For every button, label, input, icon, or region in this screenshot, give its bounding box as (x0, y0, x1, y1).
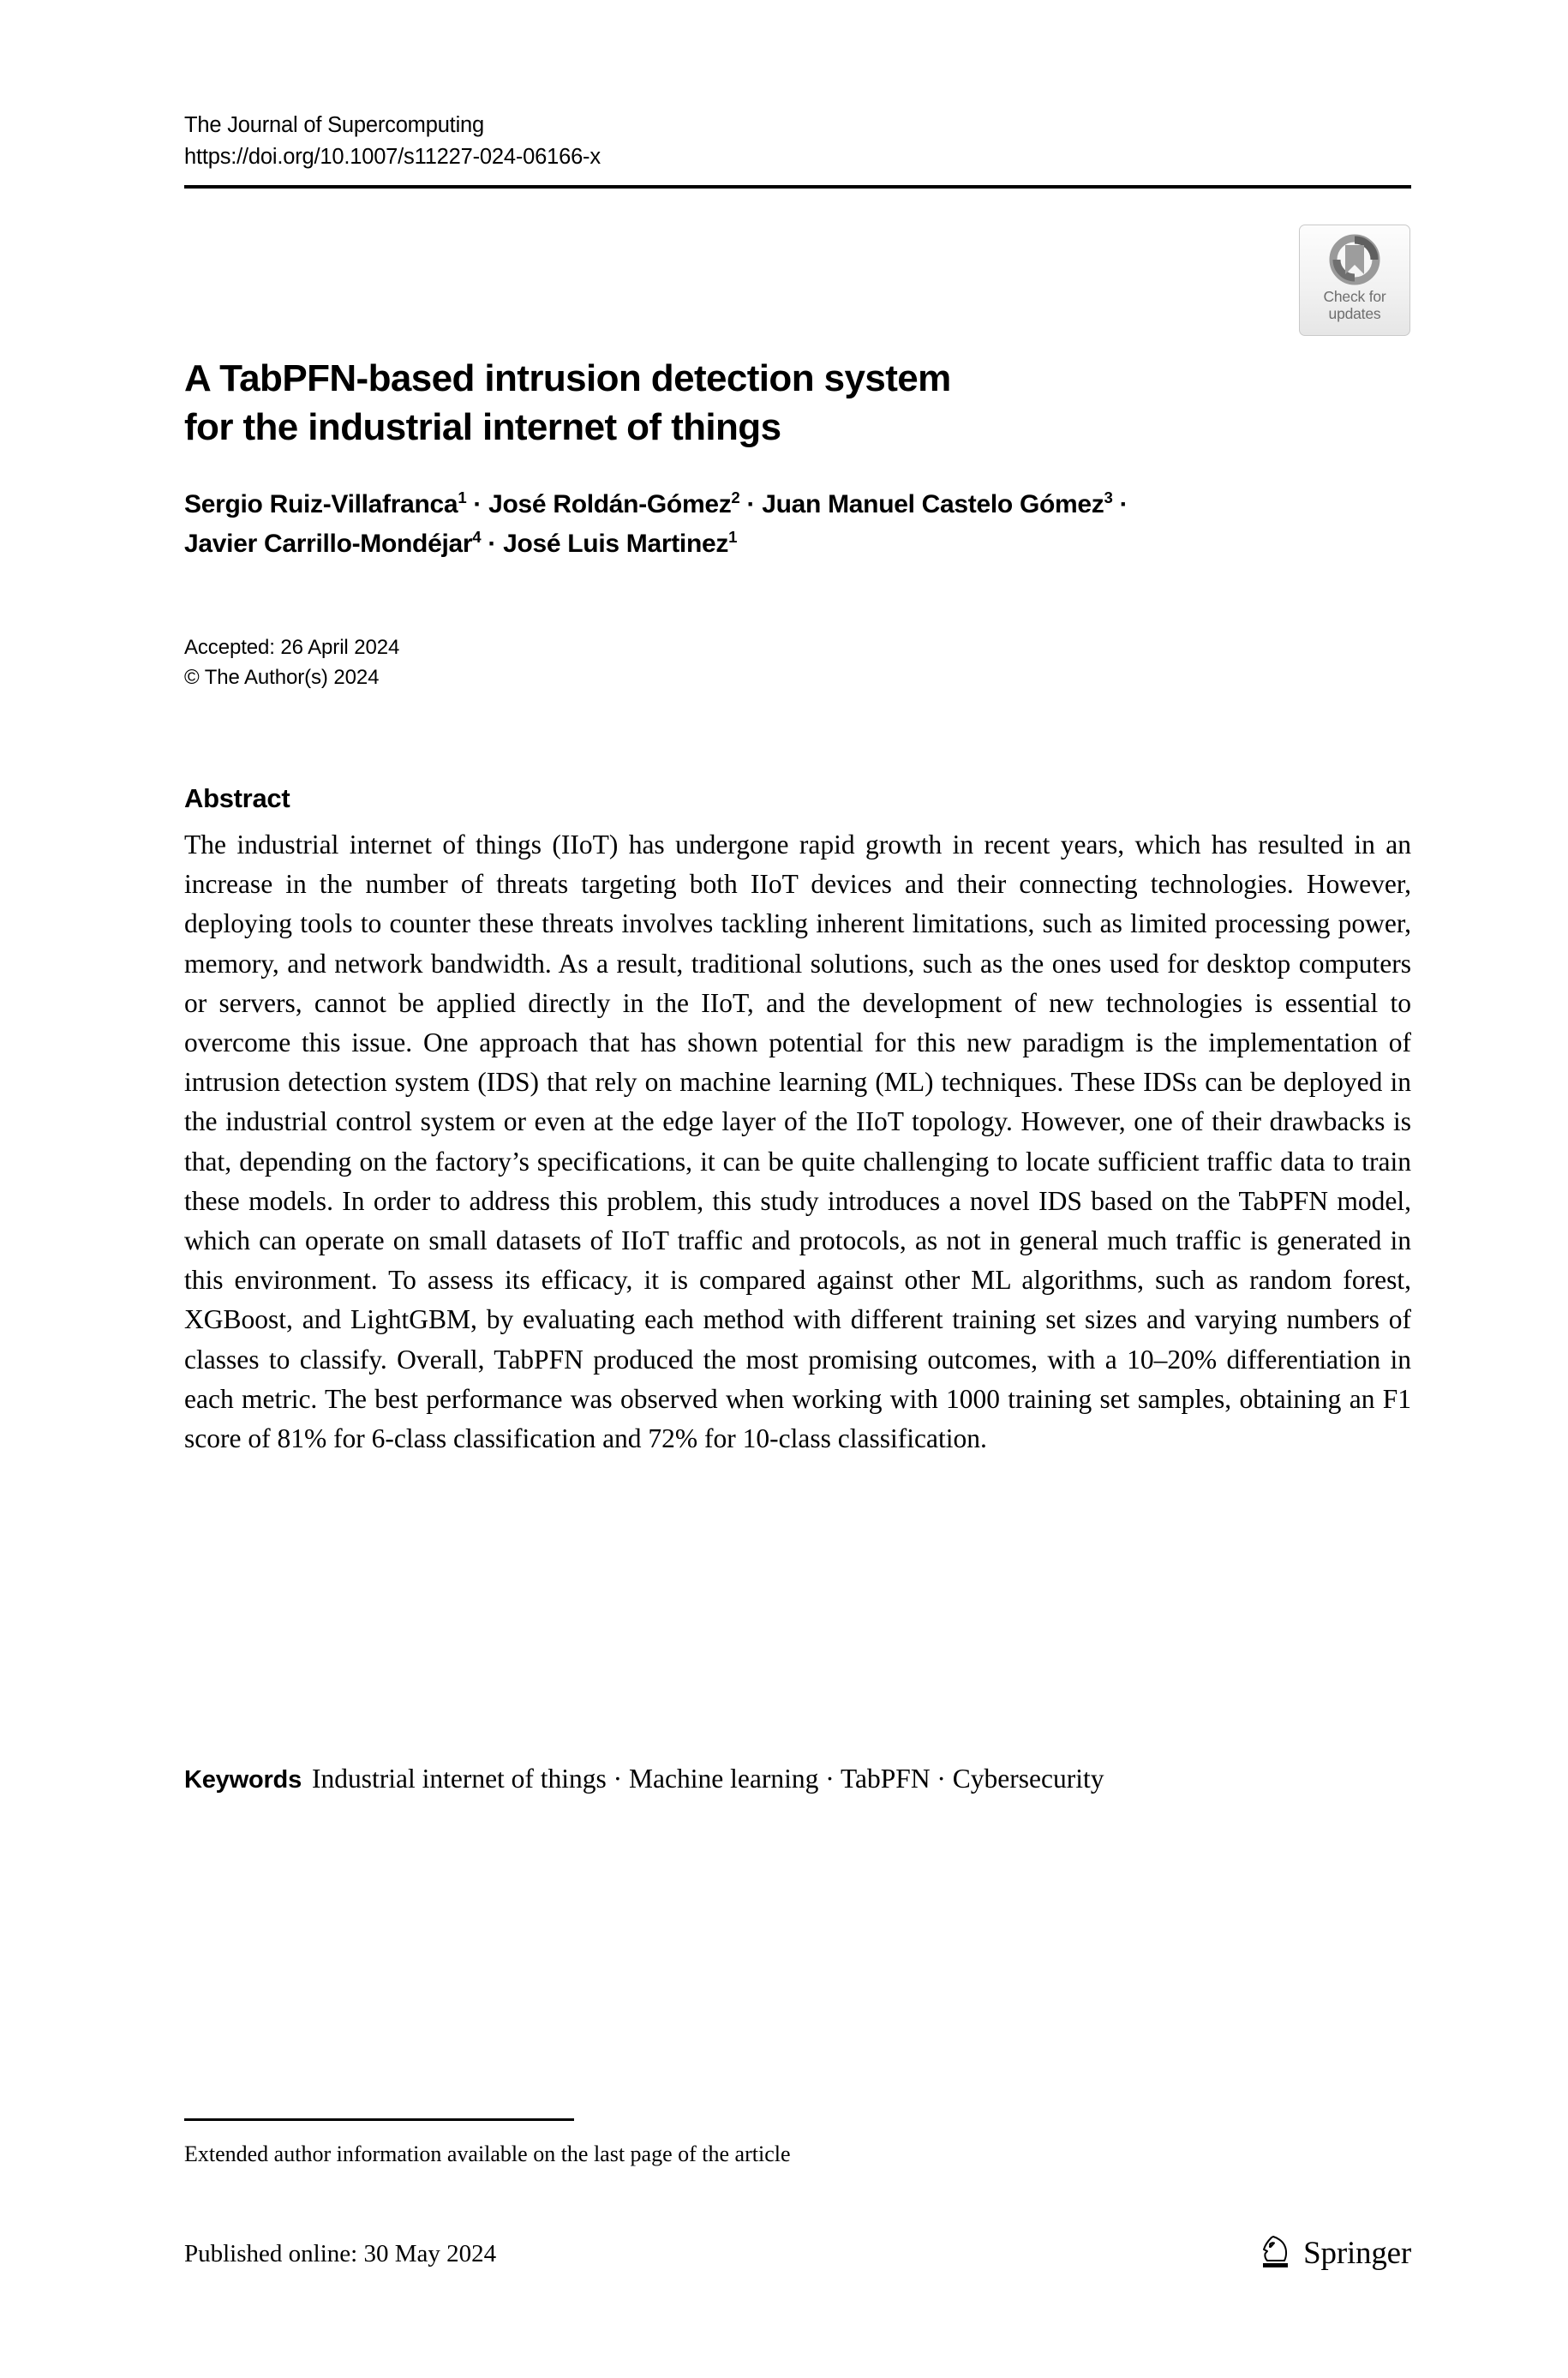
title-line-1: A TabPFN-based intrusion detection system (184, 357, 951, 400)
keywords-label: Keywords (184, 1766, 302, 1794)
author-name: José Roldán-Gómez (488, 490, 732, 518)
author-name: Juan Manuel Castelo Gómez (762, 490, 1104, 518)
header-divider (184, 185, 1411, 189)
page-title (184, 354, 1411, 452)
keywords-list: Industrial internet of things · Machine learning · TabPFN · Cybersecurity (312, 1764, 1104, 1794)
accepted-date: Accepted: 26 April 2024 (184, 636, 400, 659)
springer-knight-icon (1260, 2235, 1294, 2273)
title-line-2: for the industrial internet of things (184, 406, 781, 449)
journal-doi[interactable]: https://doi.org/10.1007/s11227-024-06166-x (184, 145, 601, 169)
author-list (184, 485, 1411, 564)
keywords-section (184, 1759, 1411, 1800)
crossmark-badge-icon (1328, 233, 1381, 286)
page-footer (184, 2235, 1411, 2273)
author-name: Javier Carrillo-Mondéjar (184, 530, 473, 558)
published-online-date: Published online: 30 May 2024 (184, 2240, 497, 2267)
author-affiliation-marker: 3 (1104, 488, 1113, 506)
publication-info (184, 632, 1411, 692)
crossmark-label (1323, 288, 1385, 322)
author-affiliation-marker: 1 (728, 528, 738, 546)
footnote-divider (184, 2118, 574, 2121)
author-separator: · (1112, 490, 1128, 518)
springer-wordmark: Springer (1303, 2236, 1411, 2271)
author-line-1 (184, 485, 1411, 524)
copyright-line: © The Author(s) 2024 (184, 666, 380, 689)
crossmark-label-line2: updates (1328, 305, 1381, 322)
crossmark-badge[interactable] (1299, 225, 1410, 336)
abstract-heading: Abstract (184, 783, 290, 813)
author-line-2 (184, 524, 1411, 564)
author-separator: · (466, 490, 489, 518)
journal-header (184, 110, 1411, 173)
journal-name: The Journal of Supercomputing (184, 113, 484, 137)
abstract-body: The industrial internet of things (IIoT) has undergone rapid growth in recent years, which has resulted in an increase in the number of threats targeting both IIoT devices and their connecting technologies. However, deploying tools to counter these threats involves tackling inherent limitations, such as limited processing power, memory, and network bandwidth. As a result, traditional solutions, such as the ones used for desktop computers or servers, cannot be applied directly in the IIoT, and the development of new technologies is essential to overcome this issue. One approach that has shown potential for this new paradigm is the implementation of intrusion detection system (IDS) that rely on machine learning (ML) techniques. These IDSs can be deployed in the industrial control system or even at the edge layer of the IIoT topology. However, one of their drawbacks is that, depending on the factory’s specifications, it can be quite challenging to locate sufficient traffic data to train these models. In order to address this problem, this study introduces a novel IDS based on the TabPFN model, which can operate on small datasets of IIoT traffic and protocols, as not in general much traffic is generated in this environment. To assess its efficacy, it is compared against other ML algorithms, such as random forest, XGBoost, and LightGBM, by evaluating each method with different training set sizes and varying numbers of classes to classify. Overall, TabPFN produced the most promising outcomes, with a 10–20% differentiation in each metric. The best performance was observed when working with 1000 training set samples, obtaining an F1 score of 81% for 6-class classification and 72% for 10-class classification. (184, 830, 1411, 1454)
author-affiliation-marker: 1 (458, 488, 467, 506)
author-name: José Luis Martinez (503, 530, 729, 558)
footnote-text: Extended author information available on the last page of the article (184, 2141, 791, 2166)
springer-logo (1260, 2235, 1411, 2273)
author-separator: · (481, 530, 504, 558)
author-separator: · (739, 490, 763, 518)
author-affiliation-marker: 4 (472, 528, 482, 546)
author-name: Sergio Ruiz-Villafranca (184, 490, 458, 518)
crossmark-label-line1: Check for (1323, 288, 1386, 305)
author-affiliation-marker: 2 (731, 488, 740, 506)
